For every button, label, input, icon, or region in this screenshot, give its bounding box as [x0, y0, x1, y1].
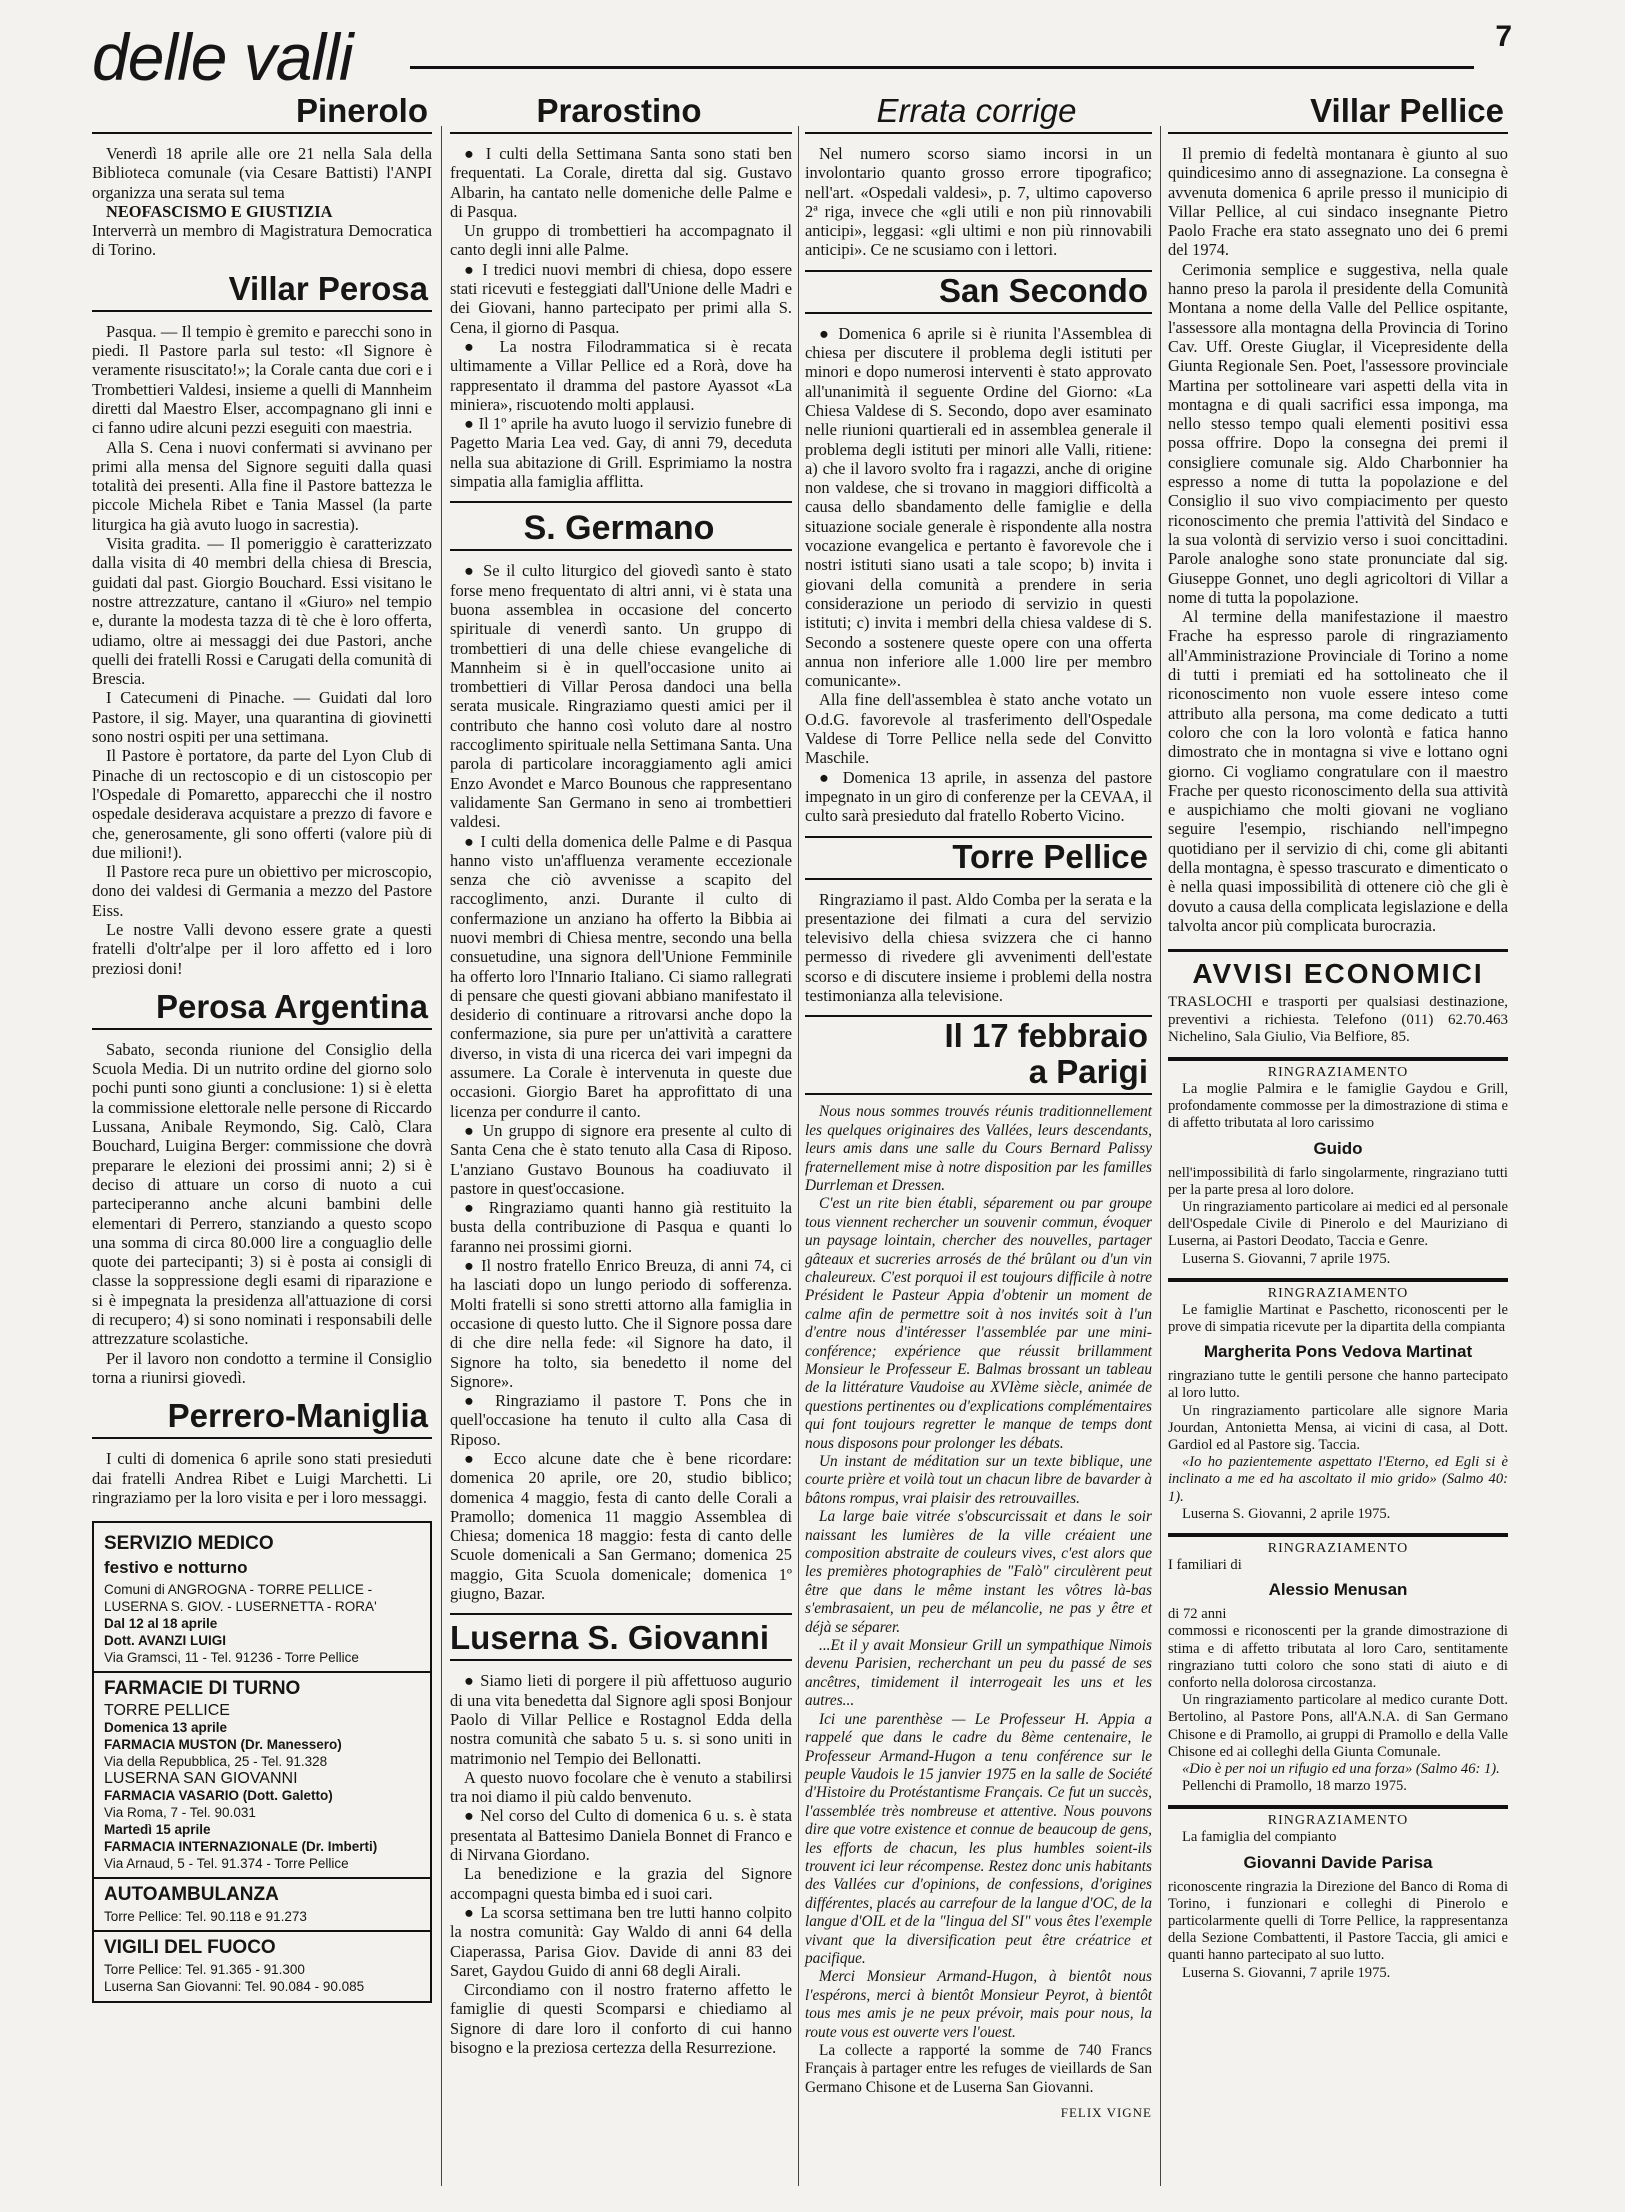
- paragraph: La large baie vitrée s'obscurcissait et dans le soir naissant les lumières de la ville créaient une composition abstraite de couleurs vives, c'est alors que les premières photographies de "Falò" circulèrent peut être que dans le même instant les vôtres là-bas s'embrasaient, un peu de mélancolie, ne pas y être et déjà se séparer.: [805, 1508, 1152, 1636]
- classifieds-title: AVVISI ECONOMICI: [1168, 949, 1508, 990]
- box-line: Torre Pellice: Tel. 91.365 - 91.300: [104, 1962, 305, 1978]
- article-prarostino: [450, 92, 792, 491]
- paragraph: Interverrà un membro di Magistratura Democratica di Torino.: [92, 221, 432, 260]
- paragraph: ● Domenica 6 aprile si è riunita l'Assemblea di chiesa per discutere il problema degli istituti per minori e dopo numerosi interventi è stato approvato all'unanimità il seguente Ordine del Giorno: «La Chiesa Valdese di S. Secondo, dopo aver esaminato nelle riunioni quartierali ed in assemblea generale il problema degli istituti per minori alle Valli, ritiene: a) che il lavoro svolto fra i ragazzi, anche di origine non valdese, che si trovano in maggiori difficoltà a causa dello sbandamento delle famiglie e della situazione sociale generale è rispondente alla nostra vocazione evangelica e pertanto è favorevole che i nostri istituti siano usati a tale scopo; b) invita i giovani della comunità a prendere in seria considerazione un periodo di servizio in questi istituti; c) invita i membri della chiesa valdese di S. Secondo a sostenere queste opere con una offerta annua non inferiore alle 1.000 lire per membro comunicante».: [805, 323, 1152, 691]
- paragraph: ● Ringraziamo quanti hanno già restituito la busta della contribuzione di Pasqua e quanti lo faranno nei prossimi giorni.: [450, 1198, 792, 1256]
- article-perrero-maniglia: [92, 1397, 432, 1507]
- paragraph: di 72 anni: [1168, 1606, 1227, 1623]
- box-divider: [94, 1930, 430, 1932]
- article-title: a Parigi: [1028, 1053, 1148, 1091]
- author-signature: FELIX VIGNE: [1060, 2105, 1152, 2121]
- column-3: [805, 92, 1152, 2131]
- paragraph: La collecte a rapporté la somme de 740 Francs Français à partager entre les refuges de vieillards de San Germano Chisone et de Luserna San Giovanni.: [805, 2042, 1152, 2096]
- quote: «Dio è per noi un rifugio ed una forza» (Salmo 46: 1).: [1182, 1761, 1500, 1778]
- paragraph: Un instant de méditation sur un texte biblique, une courte prière et voilà tout un chacun libre de bavarder à bâtons rompus, vrai plaisir des retrouvailles.: [805, 1453, 1152, 1507]
- paragraph: Il Pastore è portatore, da parte del Lyon Club di Pinache di un rectoscopio e di un cistoscopio per l'Ospedale di Pomaretto, apparecchi che il nostro ospedale desiderava acquistare a prezzo di favore e che, generosamente, gli sono offerti (valore più di due milioni!).: [92, 746, 432, 862]
- column-divider: [798, 126, 799, 2186]
- article-errata-corrige: [805, 92, 1152, 260]
- section-title: delle valli: [92, 20, 353, 94]
- deceased-name: Margherita Pons Vedova Martinat: [1203, 1342, 1473, 1362]
- notice-heading: RINGRAZIAMENTO: [1267, 1064, 1409, 1080]
- deceased-name: Alessio Menusan: [1268, 1580, 1408, 1600]
- paragraph: I Catecumeni di Pinache. — Guidati dal loro Pastore, il sig. Mayer, una quarantina di giovinetti sono nostri ospiti per una settimana.: [92, 688, 432, 747]
- paragraph: Nel numero scorso siamo incorsi in un involontario quanto grosso errore tipografico; nell'art. «Ospedali valdesi», p. 7, ultimo capoverso 2ª riga, invece che «gli utili e non più rinnovabili anticipi», leggasi: «gli ultimi e non più rinnovabili anticipi». Ce ne scusiamo con i lettori.: [805, 144, 1152, 260]
- article-luserna: [450, 1613, 792, 2057]
- paragraph: Nous nous sommes trouvés réunis traditionnellement les quelques originaires des Vallées, leurs descendants, leurs amis dans une salle du Cours Bernard Palissy fraternellement mise à notre disposition par les familles Durrleman et Dressen.: [805, 1103, 1152, 1194]
- article-parigi: [805, 1015, 1152, 2121]
- box-line: Torre Pellice: Tel. 90.118 e 91.273: [104, 1909, 307, 1925]
- box-line: Martedì 15 aprile: [104, 1822, 211, 1838]
- deceased-name: Giovanni Davide Parisa: [1243, 1852, 1433, 1872]
- article-title: S. Germano: [450, 501, 792, 551]
- paragraph: ● La scorsa settimana ben tre lutti hanno colpito la nostra comunità: Gay Waldo di anni 64 della Ciaperassa, Parisa Giov. Davide di anni 83 dei Saret, Gaydou Guido di anni 68 degli Airali.: [450, 1902, 792, 1980]
- paragraph: Ringraziamo il past. Aldo Comba per la serata e la presentazione dei filmati a cura del servizio televisivo della chiesa svizzera che ci hanno permesso di rivedere gli avvenimenti dell'estate scorso e di discutere insieme i problemi della nostra testimonianza alla televisione.: [805, 889, 1152, 1005]
- box-line: FARMACIA INTERNAZIONALE (Dr. Imberti): [104, 1839, 378, 1855]
- paragraph: La moglie Palmira e le famiglie Gaydou e Grill, profondamente commosse per la dimostrazione di stima e di affetto tributata al loro carissimo: [1168, 1080, 1508, 1132]
- paragraph: NEOFASCISMO E GIUSTIZIA: [106, 201, 333, 221]
- paragraph: Merci Monsieur Armand-Hugon, à bientôt nous l'espérons, merci à bientôt Monsieur Peyrot, à bientôt tous mes amis je ne peux prévoir, mais pour nous, la route vous est ouverte vers l'ouest.: [805, 1968, 1152, 2041]
- article-title: Luserna S. Giovanni: [450, 1613, 792, 1661]
- article-title: Villar Perosa: [92, 270, 432, 312]
- paragraph: ringraziano tutte le gentili persone che hanno partecipato al loro lutto.: [1168, 1368, 1508, 1402]
- article-title: Pinerolo: [92, 92, 432, 134]
- article-title: Perrero-Maniglia: [92, 1397, 432, 1439]
- box-divider: [94, 1877, 430, 1879]
- box-heading: VIGILI DEL FUOCO: [104, 1937, 276, 1959]
- paragraph: ● Se il culto liturgico del giovedì santo è stato forse meno frequentato di altri anni, vi è stata una buona assemblea in occasione del concerto spirituale di venerdì santo. Un gruppo di trombettieri di una delle chiese evangeliche di Mannheim si è in quell'occasione unito ai trombettieri di Villar Perosa dandoci una bella serata musicale. Ringraziamo questi amici per il contributo che hanno così voluto dare al nostro raccoglimento spirituale nella Settimana Santa. Una parola di particolare incoraggiamento agli amici Enzo Avondet e Marco Bounous che rappresentano validamente San Germano in seno ai trombettieri valdesi.: [450, 561, 792, 832]
- paragraph: Cerimonia semplice e suggestiva, nella quale hanno preso la parola il presidente della Comunità Montana a nome della Valle del Pellice ospitante, l'assessore alla montagna della Provincia di Torino Cav. Uff. Oreste Giuglar, il Vicepresidente della Giunta Regionale Sen. Poet, l'assessore provinciale Martina per sottolineare vari aspetti della vita in montagna e di quali sacrifici essa imponga, ma nello stesso tempo quali elementi positivi essa possa offrire. Dopo la consegna dei premi il consigliere comunale sig. Aldo Charbonnier ha espresso a nome di tutta la popolazione e del Consiglio il suo vivo compiacimento per questo riconoscimento che premia l'attività del Sindaco e la sua volontà di servizio verso i suoi concittadini. Parole analoghe sono state pronunciate dal sig. Giuseppe Gonnet, uno degli agricoltori di Villar a nome di tutta la popolazione.: [1168, 259, 1508, 607]
- paragraph: ● I culti della Settimana Santa sono stati ben frequentati. La Corale, diretta dal sig. Gustavo Albarin, ha cantato nelle domeniche delle Palme e di Pasqua.: [450, 144, 792, 221]
- box-line: LUSERNA S. GIOV. - LUSERNETTA - RORA': [104, 1599, 377, 1615]
- paragraph: ● I culti della domenica delle Palme e di Pasqua hanno visto un'affluenza veramente eccezionale senza che ciò avvenisse a scapito del raccoglimento, anzi. Durante il culto di confermazione un anziano ha offerto la Bibbia ai nuovi membri di Chiesa mentre, secondo una bella consuetudine, una signora dell'Unione Femminile ha offerto loro l'Innario Italiano. Ci siamo rallegrati di pensare che questi giovani abbiano manifestato il desiderio di continuare a ritrovarsi anche dopo la confermazione, sia pure per un'attività a carattere diverso, in vista di una ricerca dei vari impegni da assumere. La Corale è intervenuta in queste due occasioni. Giorgio Baret ha approfittato di una licenza per condurre il canto.: [450, 831, 792, 1121]
- paragraph: A questo nuovo focolare che è venuto a stabilirsi tra noi diamo il più caldo benvenuto.: [450, 1767, 792, 1807]
- box-line: TORRE PELLICE: [104, 1702, 230, 1720]
- paragraph: La famiglia del compianto: [1182, 1829, 1337, 1846]
- paragraph: Le famiglie Martinat e Paschetto, riconoscenti per le prove di simpatia ricevute per la dipartita della compianta: [1168, 1301, 1508, 1335]
- paragraph: riconoscente ringrazia la Direzione del Banco di Roma di Torino, i funzionari e colleghi di Pinerolo e particolarmente quelli di Torre Pellice, la rappresentanza della Sezione Combattenti, il Pastore Taccia, gli amici e quanti hanno partecipato al suo lutto.: [1168, 1878, 1508, 1964]
- thanks-notice: [1168, 1057, 1508, 1268]
- column-divider: [1160, 126, 1161, 2186]
- masthead-rule: [410, 66, 1474, 69]
- article-title: Prarostino: [450, 92, 792, 134]
- article-title: San Secondo: [805, 270, 1152, 314]
- article-title: Torre Pellice: [805, 836, 1152, 880]
- box-line: Comuni di ANGROGNA - TORRE PELLICE -: [104, 1582, 373, 1598]
- paragraph: Pasqua. — Il tempio è gremito e parecchi sono in piedi. Il Pastore parla sul testo: «Il Signore è veramente risuscitato!»; la Corale canta due cori e i Trombettieri Valdesi, insieme a quelli di Mannheim diretti dal Maestro Elser, accompagnano gli inni e ci fanno udire alcuni pezzi eseguiti con maestria.: [92, 321, 432, 438]
- paragraph: ● Ecco alcune date che è bene ricordare: domenica 20 aprile, ore 20, studio biblico; domenica 4 maggio, festa di canto delle Corali a Pramollo; domenica 11 maggio Assemblea di Chiesa; domenica 18 maggio: festa di canto delle Scuole domenicali a San Germano; domenica 25 maggio, Gita Scuola domenicale; domenica 1º giugno, Bazar.: [450, 1449, 792, 1604]
- box-line: Via Arnaud, 5 - Tel. 91.374 - Torre Pellice: [104, 1856, 349, 1872]
- box-line: FARMACIA MUSTON (Dr. Manessero): [104, 1737, 342, 1753]
- masthead: [92, 22, 1512, 92]
- paragraph: ● Ringraziamo il pastore T. Pons che in quell'occasione ha tenuto il culto alla Casa di Riposo.: [450, 1391, 792, 1449]
- paragraph: I culti di domenica 6 aprile sono stati presieduti dai fratelli Andrea Ribet e Luigi Marchetti. Li ringraziamo per la loro visita e per i loro messaggi.: [92, 1449, 432, 1507]
- box-heading: SERVIZIO MEDICO: [104, 1533, 274, 1555]
- notice-signature: Pellenchi di Pramollo, 18 marzo 1975.: [1182, 1778, 1407, 1795]
- paragraph: Visita gradita. — Il pomeriggio è caratterizzato dalla visita di 40 membri della chiesa di Brescia, guidati dal past. Giorgio Bouchard. Essi visitano le nostre attrezzature, cantano il «Giuro» nel tempio e, durante la modesta tazza di tè che è loro offerta, udiamo, oltre ai messaggi dei due Pastori, anche quelli dei fratelli Rossi e Carugati della comunità di Brescia.: [92, 534, 432, 689]
- article-torre-pellice: [805, 836, 1152, 1006]
- box-heading: FARMACIE DI TURNO: [104, 1678, 301, 1700]
- column-4: [1168, 92, 1508, 1982]
- paragraph: Alla fine dell'assemblea è stato anche votato un O.d.G. favorevole al trasferimento dell'Ospedale Valdese di Torre Pellice nella sede del Convitto Maschile.: [805, 690, 1152, 768]
- box-subheading: festivo e notturno: [104, 1558, 248, 1578]
- paragraph: C'est un rite bien établi, séparement ou par groupe tous viennent rechercher un souvenir commun, évoquer un paysage lointain, chercher des nouvelles, partager gâteaux et sucreries arrosés de thé brûlant ou d'un vin chaleureux. C'est porquoi il est toujours difficile à notre Président le Pasteur Appia d'obtenir un moment de calme afin de permettre soit à nos invités soit à l'un d'entre nous d'intéresser l'assemblée par une mini-conférence; expérience que réussit brillamment Monsieur le Professeur E. Balmas brossant un tableau de la littérature Vaudoise au XVIème siècle, animée de questions pertinentes ou d'explications complémentaires qui font toujours regretter le manque de temps dont nous disposons pour prolonger les débats.: [805, 1195, 1152, 1452]
- paragraph: ● Il 1º aprile ha avuto luogo il servizio funebre di Pagetto Maria Lea ved. Gay, di anni 79, deceduta nella sua abitazione di Grill. Esprimiamo la nostra simpatia alla famiglia afflitta.: [450, 414, 792, 492]
- article-title: Villar Pellice: [1168, 92, 1508, 134]
- box-line: Via Gramsci, 11 - Tel. 91236 - Torre Pellice: [104, 1650, 359, 1666]
- article-title-block: [805, 1015, 1152, 1095]
- notice-signature: Luserna S. Giovanni, 7 aprile 1975.: [1182, 1964, 1391, 1981]
- paragraph: ● Nel corso del Culto di domenica 6 u. s. è stata presentata al Battesimo Daniela Bonnet di Franco e di Nirvana Giordano.: [450, 1806, 792, 1865]
- quote: «Io ho pazientemente aspettato l'Eterno, ed Egli si è inclinato a me ed ha ascoltato il mio grido» (Salmo 40: 1).: [1168, 1454, 1508, 1505]
- article-pinerolo: [92, 92, 432, 260]
- paragraph: ...Et il y avait Monsieur Grill un sympathique Nimois devenu Parisien, recherchant un peu du passé de ses ancêtres, timidement il interrogeait les uns et les autres...: [805, 1637, 1152, 1710]
- deceased-name: Guido: [1313, 1138, 1363, 1158]
- page-number: 7: [1495, 20, 1512, 53]
- article-perosa-argentina: [92, 988, 432, 1387]
- article-title: Il 17 febbraio: [944, 1017, 1148, 1055]
- column-2: [450, 92, 792, 2067]
- medical-services-box: [92, 1521, 432, 2003]
- box-line: LUSERNA SAN GIOVANNI: [104, 1770, 298, 1788]
- box-line: Luserna San Giovanni: Tel. 90.084 - 90.085: [104, 1979, 365, 1995]
- paragraph: Un ringraziamento particolare alle signore Maria Jourdan, Antonietta Mensa, ai vicini di casa, al Dott. Gardiol ed al Pastore sig. Taccia.: [1168, 1402, 1508, 1453]
- box-line: Via Roma, 7 - Tel. 90.031: [104, 1805, 256, 1821]
- notice-signature: Luserna S. Giovanni, 7 aprile 1975.: [1182, 1250, 1391, 1267]
- paragraph: Le nostre Valli devono essere grate a questi fratelli d'oltr'alpe per il loro affetto ed i loro preziosi doni!: [92, 919, 432, 978]
- column-1: [92, 92, 432, 2003]
- thanks-notice: [1168, 1533, 1508, 1795]
- paragraph: nell'impossibilità di farlo singolarmente, ringraziano tutti per la parte presa al loro dolore.: [1168, 1164, 1508, 1198]
- column-divider: [441, 126, 442, 2186]
- notice-heading: RINGRAZIAMENTO: [1267, 1285, 1409, 1301]
- box-line: FARMACIA VASARIO (Dott. Galetto): [104, 1788, 333, 1804]
- paragraph: Venerdì 18 aprile alle ore 21 nella Sala della Biblioteca comunale (via Cesare Battisti) l'ANPI organizza una serata sul tema: [92, 144, 432, 202]
- box-heading: AUTOAMBULANZA: [104, 1884, 279, 1906]
- thanks-notice: [1168, 1805, 1508, 1981]
- paragraph: Per il lavoro non condotto a termine il Consiglio torna a riunirsi giovedì.: [92, 1348, 432, 1387]
- paragraph: ● Siamo lieti di porgere il più affettuoso augurio di una vita benedetta dal Signore agli sposi Bonjour Paolo di Villar Pellice e Rostagnol Edda della nostra comunità che sabato 5 u. s. si sono uniti in matrimonio nel Tempio dei Bellonatti.: [450, 1671, 792, 1768]
- paragraph: Un ringraziamento particolare al medico curante Dott. Bertolino, al Pastore Pons, all'A.N.A. di San Germano Chisone e di Pramollo, ai gruppi di Pramollo e della Valle Chisone ed ai colleghi della Giunta Comunale.: [1168, 1692, 1508, 1760]
- paragraph: Sabato, seconda riunione del Consiglio della Scuola Media. Di un nutrito ordine del giorno solo pochi punti sono giunti a conclusione: 1) si è eletta la commissione elettorale nelle persone di Riccardo Lussana, Anibale Reymondo, Sig. Calò, Clara Bouchard, Luigina Berger: commissione che dovrà preparare le elezioni dei prossimi anni; 2) si è deciso di attuare un corso di nuoto a cui parteciperanno anche alcuni bambini delle elementari di Perrero, stanziando a questo scopo una somma di circa 80.000 lire a conguaglio delle quote dei partecipanti; 3) si è posta ai consigli di classe la soppressione degli esami di riparazione e si è impegnata la presidenza all'attuazione di corsi di recupero; 4) si sono nominati i responsabili delle attrezzature scolastiche.: [92, 1039, 432, 1349]
- paragraph: Alla S. Cena i nuovi confermati si avvinano per primi alla mensa del Signore seguiti dalla quasi totalità dei presenti. Alla fine il Pastore battezza le piccole Michela Ribet e Tania Massel (la parte liturgica ha già avuto luogo in sacrestia).: [92, 437, 432, 534]
- notice-heading: RINGRAZIAMENTO: [1267, 1541, 1409, 1557]
- box-divider: [94, 1671, 430, 1673]
- paragraph: Il premio di fedeltà montanara è giunto al suo quindicesimo anno di assegnazione. La consegna è avvenuta domenica 6 aprile presso il municipio di Villar Pellice, al cui sindaco insegnante Pietro Paolo Frache era stato assegnato uno dei 6 premi del 1974.: [1168, 144, 1508, 260]
- paragraph: Ici une parenthèse — Le Professeur H. Appia a rappelé que dans le cadre du 8ème centenaire, le Professeur Armand-Hugon a tenu conférence sur le peuple Vaudois le 15 janvier 1975 en la salle de Société d'Histoire du Protéstantisme Français. Ce fut un succès, l'assemblée très nombreuse et attentive. Nous pouvons dire que votre existence et connue de beaucoup de gens, les efforts de chacun, les plus humbles soient-ils trouvent ici leur récompense. Restez donc unis habitants des Vallées cur d'opinions, de confessions, d'origines différentes, placés au carrefour de la langue d'OC, de la langue d'OIL et de la "lingua del SI" vous êtes l'exemple vivant que la diversification peut être créatrice et pacifique.: [805, 1710, 1152, 1967]
- box-line: Via della Repubblica, 25 - Tel. 91.328: [104, 1754, 328, 1770]
- notice-heading: RINGRAZIAMENTO: [1267, 1813, 1409, 1829]
- notice-signature: Luserna S. Giovanni, 2 aprile 1975.: [1182, 1505, 1391, 1522]
- paragraph: La benedizione e la grazia del Signore accompagni questa bimba ed i suoi cari.: [450, 1864, 792, 1903]
- paragraph: Un ringraziamento particolare ai medici ed al personale dell'Ospedale Civile di Pinerolo e del Mauriziano di Luserna, ai Pastori Deodato, Taccia e Genre.: [1168, 1198, 1508, 1250]
- paragraph: ● Un gruppo di signore era presente al culto di Santa Cena che è stato tenuto alla Casa di Riposo. L'anziano Gustavo Bounous ha coadiuvato il pastore in quest'occasione.: [450, 1120, 792, 1198]
- paragraph: Circondiamo con il nostro fraterno affetto le famiglie di questi Scomparsi e chiediamo al Signore di dare loro il conforto di cui hanno bisogno e la preziosa certezza della Resurrezione.: [450, 1980, 792, 2058]
- paragraph: Un gruppo di trombettieri ha accompagnato il canto degli inni alle Palme.: [450, 221, 792, 260]
- article-san-secondo: [805, 270, 1152, 826]
- box-line: Dal 12 al 18 aprile: [104, 1616, 218, 1632]
- article-title: Perosa Argentina: [92, 988, 432, 1030]
- paragraph: ● Domenica 13 aprile, in assenza del pastore impegnato in un giro di conferenze per la CEVAA, il culto sarà presieduto dal fratello Roberto Vicino.: [805, 767, 1152, 826]
- article-villar-perosa: [92, 270, 432, 978]
- article-s-germano: [450, 501, 792, 1603]
- paragraph: ● Il nostro fratello Enrico Breuza, di anni 74, ci ha lasciati dopo un lungo periodo di sofferenza. Molti fratelli si sono stretti attorno alla famiglia in occasione di questo lutto. Che il Signore possa dare di che dire nella fede: «il Signore ha dato, il Signore ha tolto, sia benedetto il nome del Signore».: [450, 1256, 792, 1391]
- paragraph: commossi e riconoscenti per la grande dimostrazione di stima e di affetto tributata al loro Caro, sentitamente ringraziano tutti coloro che sono stati di aiuto e di conforto nella dolorosa circostanza.: [1168, 1623, 1508, 1692]
- paragraph: ● I tredici nuovi membri di chiesa, dopo essere stati ricevuti e festeggiati dall'Unione delle Madri e dei Giovani, hanno partecipato per primi alla S. Cena, il giorno di Pasqua.: [450, 259, 792, 337]
- paragraph: Al termine della manifestazione il maestro Frache ha espresso parole di ringraziamento all'Amministrazione Provinciale di Torino a nome di tutti i premiati ed ha sottolineato che il riconoscimento non vuole essere inteso come attributo alla persona, ma come dedicato a tutti coloro che con la loro volontà e fatica hanno dimostrato che in montagna si vive e lottano ogni giorno. Ci vogliamo congratulare con il maestro Frache per questo riconoscimento della sua attività e auspichiamo che molti giovani ne vogliano seguire l'esempio, rischiando nell'impegno quotidiano per il servizio di chi, come gli abitanti della montagna, è spesso trascurato e dimenticato o è nella quasi impossibilità di ottenere ciò che gli è dovuto a causa della complicata legislazione e della talvolta ancor più complicata burocrazia.: [1168, 607, 1508, 935]
- paragraph: ● La nostra Filodrammatica si è recata ultimamente a Villar Pellice ed a Rorà, dove ha rappresentato il dramma del pastore Ayassot «La miniera», riscuotendo molti applausi.: [450, 336, 792, 414]
- thanks-notice: [1168, 1278, 1508, 1523]
- paragraph: Il Pastore reca pure un obiettivo per microscopio, dono dei valdesi di Germania a mezzo del Pastore Eiss.: [92, 862, 432, 920]
- article-title: Errata corrige: [805, 92, 1152, 134]
- classified-ad: TRASLOCHI e trasporti per qualsiasi destinazione, preventivi a richiesta. Telefono (011) 62.70.463 Nichelino, Sala Giulio, Via Belfiore, 85.: [1168, 994, 1508, 1046]
- paragraph: I familiari di: [1168, 1557, 1242, 1574]
- article-villar-pellice: [1168, 92, 1508, 935]
- box-line: Domenica 13 aprile: [104, 1720, 228, 1736]
- box-line: Dott. AVANZI LUIGI: [104, 1633, 226, 1649]
